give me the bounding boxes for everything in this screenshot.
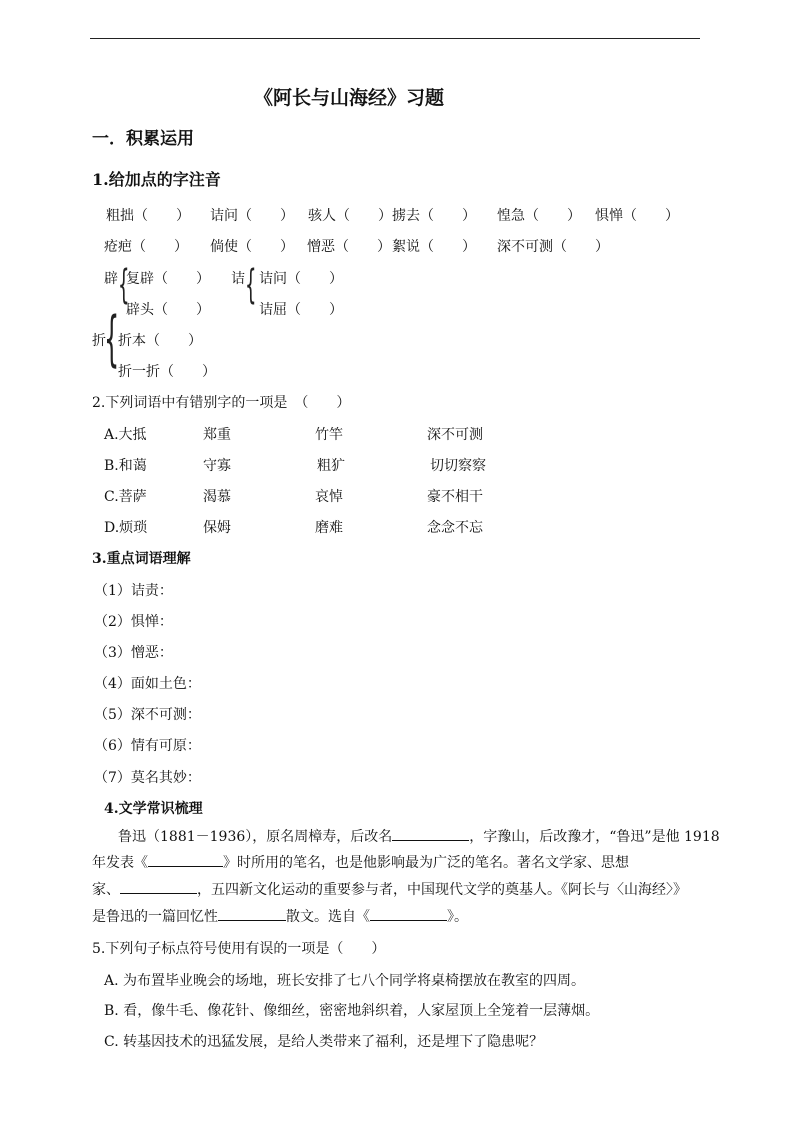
q2-option-word: 保姆 xyxy=(203,520,231,536)
q4-text: 是鲁迅的一篇回忆性 xyxy=(92,909,218,925)
q2-option-word: 渴慕 xyxy=(203,489,231,505)
page-title: 《阿长与山海经》习题 xyxy=(254,87,445,109)
q2-option-word: 哀悼 xyxy=(315,489,343,505)
fill-blank[interactable] xyxy=(120,879,197,894)
q1-word: 骇人（ ） xyxy=(308,208,392,224)
fill-blank[interactable] xyxy=(370,906,447,921)
q4-line xyxy=(92,906,468,926)
q1-word: 倘使（ ） xyxy=(210,239,294,255)
q1-word: 惧惮（ ） xyxy=(595,208,679,224)
q3-item: （7）莫名其妙： xyxy=(94,770,201,786)
q2-option-word: 磨难 xyxy=(315,520,343,536)
q5-option: A. 为布置毕业晚会的场地，班长安排了七八个同学将桌椅摆放在教室的四周。 xyxy=(104,973,586,989)
q2-option-word: 念念不忘 xyxy=(427,520,483,536)
q2-option-word: 豪不相干 xyxy=(427,489,483,505)
polyphone-char: 辟 xyxy=(104,271,118,287)
polyphone-word: 折一折（ ） xyxy=(118,364,216,380)
q3-item: （3）憎恶： xyxy=(94,645,173,661)
header-rule xyxy=(90,38,700,39)
q1-word: 深不可测（ ） xyxy=(497,239,609,255)
q2-option-word: 竹竿 xyxy=(315,427,343,443)
q4-text: ，字豫山，后改豫才，“鲁迅”是他 1918 xyxy=(469,829,720,845)
polyphone-word: 诘屈（ ） xyxy=(259,302,343,318)
q2-option: C.菩萨 xyxy=(104,489,147,505)
brace-icon: { xyxy=(118,262,130,308)
q1-word: 絮说（ ） xyxy=(392,239,476,255)
q2-option: A.大抵 xyxy=(104,427,147,443)
polyphone-word: 诘问（ ） xyxy=(259,271,343,287)
q1-word: 憎恶（ ） xyxy=(307,239,391,255)
q4-text: 年发表《 xyxy=(92,855,148,871)
q5-stem: 5.下列句子标点符号使用有误的一项是（ ） xyxy=(92,941,386,957)
fill-blank[interactable] xyxy=(148,852,223,867)
q3-item: （2）惧惮： xyxy=(94,614,173,630)
q1-word: 诘问（ ） xyxy=(210,208,294,224)
q5-option: C. 转基因技术的迅猛发展，是给人类带来了福利，还是埋下了隐患呢？ xyxy=(104,1034,544,1050)
polyphone-word: 折本（ ） xyxy=(118,333,202,349)
q1-word: 疮疤（ ） xyxy=(104,239,188,255)
brace-icon: { xyxy=(104,304,120,374)
polyphone-char: 折 xyxy=(92,333,106,349)
q3-item: （1）诘责： xyxy=(94,583,173,599)
q5-option: B. 看，像牛毛、像花针、像细丝，密密地斜织着，人家屋顶上全笼着一层薄烟。 xyxy=(104,1003,600,1019)
q2-option-word: 粗犷 xyxy=(317,458,345,474)
q2-option-word: 深不可测 xyxy=(427,427,483,443)
q4-line xyxy=(118,826,720,846)
q2-option-word: 郑重 xyxy=(203,427,231,443)
q3-item: （4）面如土色： xyxy=(94,676,201,692)
q3-item: （6）情有可原： xyxy=(94,738,201,754)
fill-blank[interactable] xyxy=(218,906,286,921)
q2-stem: 2.下列词语中有错别字的一项是 （ ） xyxy=(92,395,351,411)
q4-text: 家、 xyxy=(92,882,120,898)
q1-word: 惶急（ ） xyxy=(497,208,581,224)
fill-blank[interactable] xyxy=(392,826,469,841)
q3-item: （5）深不可测： xyxy=(94,707,201,723)
q3-heading: 3.重点词语理解 xyxy=(92,551,191,567)
brace-icon: { xyxy=(245,262,257,308)
polyphone-word: 复辟（ ） xyxy=(126,271,210,287)
q1-word: 掳去（ ） xyxy=(392,208,476,224)
q4-heading: 4.文学常识梳理 xyxy=(104,801,203,817)
q4-line xyxy=(92,852,629,872)
q2-option-word: 守寡 xyxy=(203,458,231,474)
q2-option-word: 切切察察 xyxy=(430,458,486,474)
q2-option: B.和蔼 xyxy=(104,458,147,474)
q4-text: 》。 xyxy=(447,909,468,925)
q4-text: 散文。选自《 xyxy=(286,909,370,925)
q1-word: 粗拙（ ） xyxy=(106,208,190,224)
polyphone-word: 辟头（ ） xyxy=(126,302,210,318)
q4-text: ，五四新文化运动的重要参与者，中国现代文学的奠基人。《阿长与〈山海经〉》 xyxy=(197,882,687,898)
q4-text: 》时所用的笔名，也是他影响最为广泛的笔名。著名文学家、思想 xyxy=(223,855,629,871)
polyphone-char: 诘 xyxy=(231,271,245,287)
q1-heading: 1.给加点的字注音 xyxy=(92,170,221,189)
section-heading: 一．积累运用 xyxy=(92,129,194,149)
q2-option: D.烦琐 xyxy=(104,520,148,536)
q4-text: 鲁迅（1881－1936），原名周樟寿，后改名 xyxy=(118,829,393,845)
q4-line xyxy=(92,879,687,899)
